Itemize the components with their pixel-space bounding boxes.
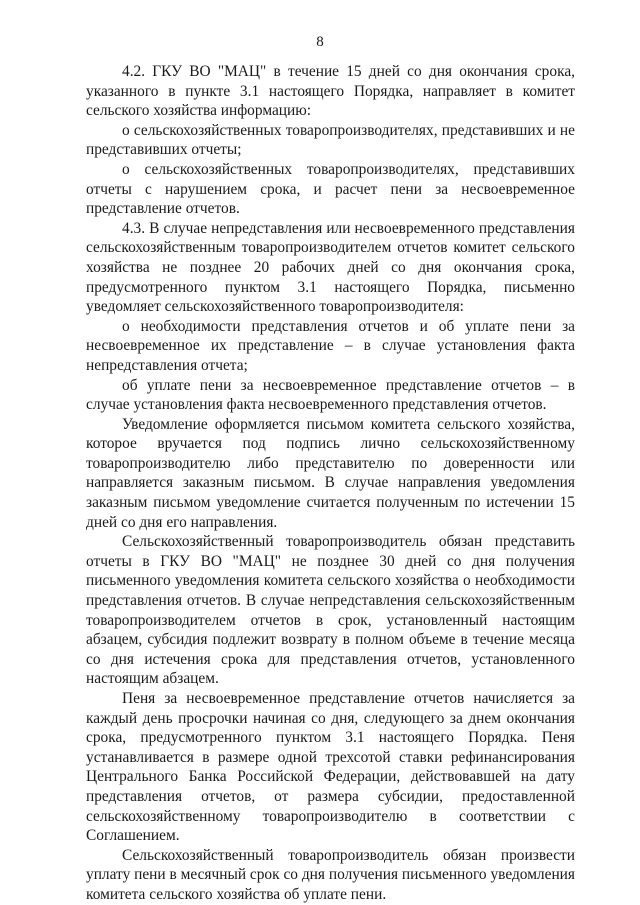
paragraph-item: о необходимости представления отчетов и об уплате пени за несвоевременное их представление – в случае установления факта непредставления отчета;	[86, 317, 575, 374]
paragraph: Сельскохозяйственный товаропроизводитель обязан представить отчеты в ГКУ ВО "МАЦ" не позднее 30 дней со дня получения письменного уведомления комитета сельского хозяйства о необходимости представления отчетов. В случае непредставления сельскохозяйственным товаропроизводителем отчетов в срок, установленный настоящим абзацем, субсидия подлежит возврату в полном объеме в течение месяца со дня истечения срока для представления отчетов, установленного настоящим абзацем.	[86, 533, 575, 688]
paragraph: Уведомление оформляется письмом комитета сельского хозяйства, которое вручается под подпись лично сельскохозяйственному товаропроизводителю либо представителю по доверенности или направляется заказным письмом. В случае направления уведомления заказным письмом уведомление считается полученным по истечении 15 дней со дня его направления.	[86, 415, 575, 531]
paragraph-4-2: 4.2. ГКУ ВО "МАЦ" в течение 15 дней со дня окончания срока, указанного в пункте 3.1 настоящего Порядка, направляет в комитет сельского хозяйства информацию:	[86, 63, 575, 120]
paragraph-item: о сельскохозяйственных товаропроизводителях, представивших и не представивших отчеты;	[86, 121, 575, 159]
document-body	[86, 62, 575, 905]
paragraph-item: о сельскохозяйственных товаропроизводителях, представивших отчеты с нарушением срока, и расчет пени за несвоевременное представление отчетов.	[86, 160, 575, 218]
page-number: 8	[316, 34, 324, 50]
paragraph: Пеня за несвоевременное представление отчетов начисляется за каждый день просрочки начиная со дня, следующего за днем окончания срока, предусмотренного пунктом 3.1 настоящего Порядка. Пеня устанавливается в размере одной трехсотой ставки рефинансирования Центрального Банка Российской Федерации, действовавшей на дату представления отчетов, от размера субсидии, предоставленной сельскохозяйственному товаропроизводителю в соответствии с Соглашением.	[86, 690, 575, 845]
paragraph-4-3: 4.3. В случае непредставления или несвоевременного представления сельскохозяйственным товаропроизводителем отчетов комитет сельского хозяйства не позднее 20 рабочих дней со дня окончания срока, предусмотренного пунктом 3.1 настоящего Порядка, письменно уведомляет сельскохозяйственного товаропроизводителя:	[86, 219, 575, 316]
paragraph-item: об уплате пени за несвоевременное представление отчетов – в случае установления факта несвоевременного представления отчетов.	[86, 376, 575, 414]
paragraph: Сельскохозяйственный товаропроизводитель обязан произвести уплату пени в месячный срок со дня получения письменного уведомления комитета сельского хозяйства об уплате пени.	[86, 846, 575, 903]
